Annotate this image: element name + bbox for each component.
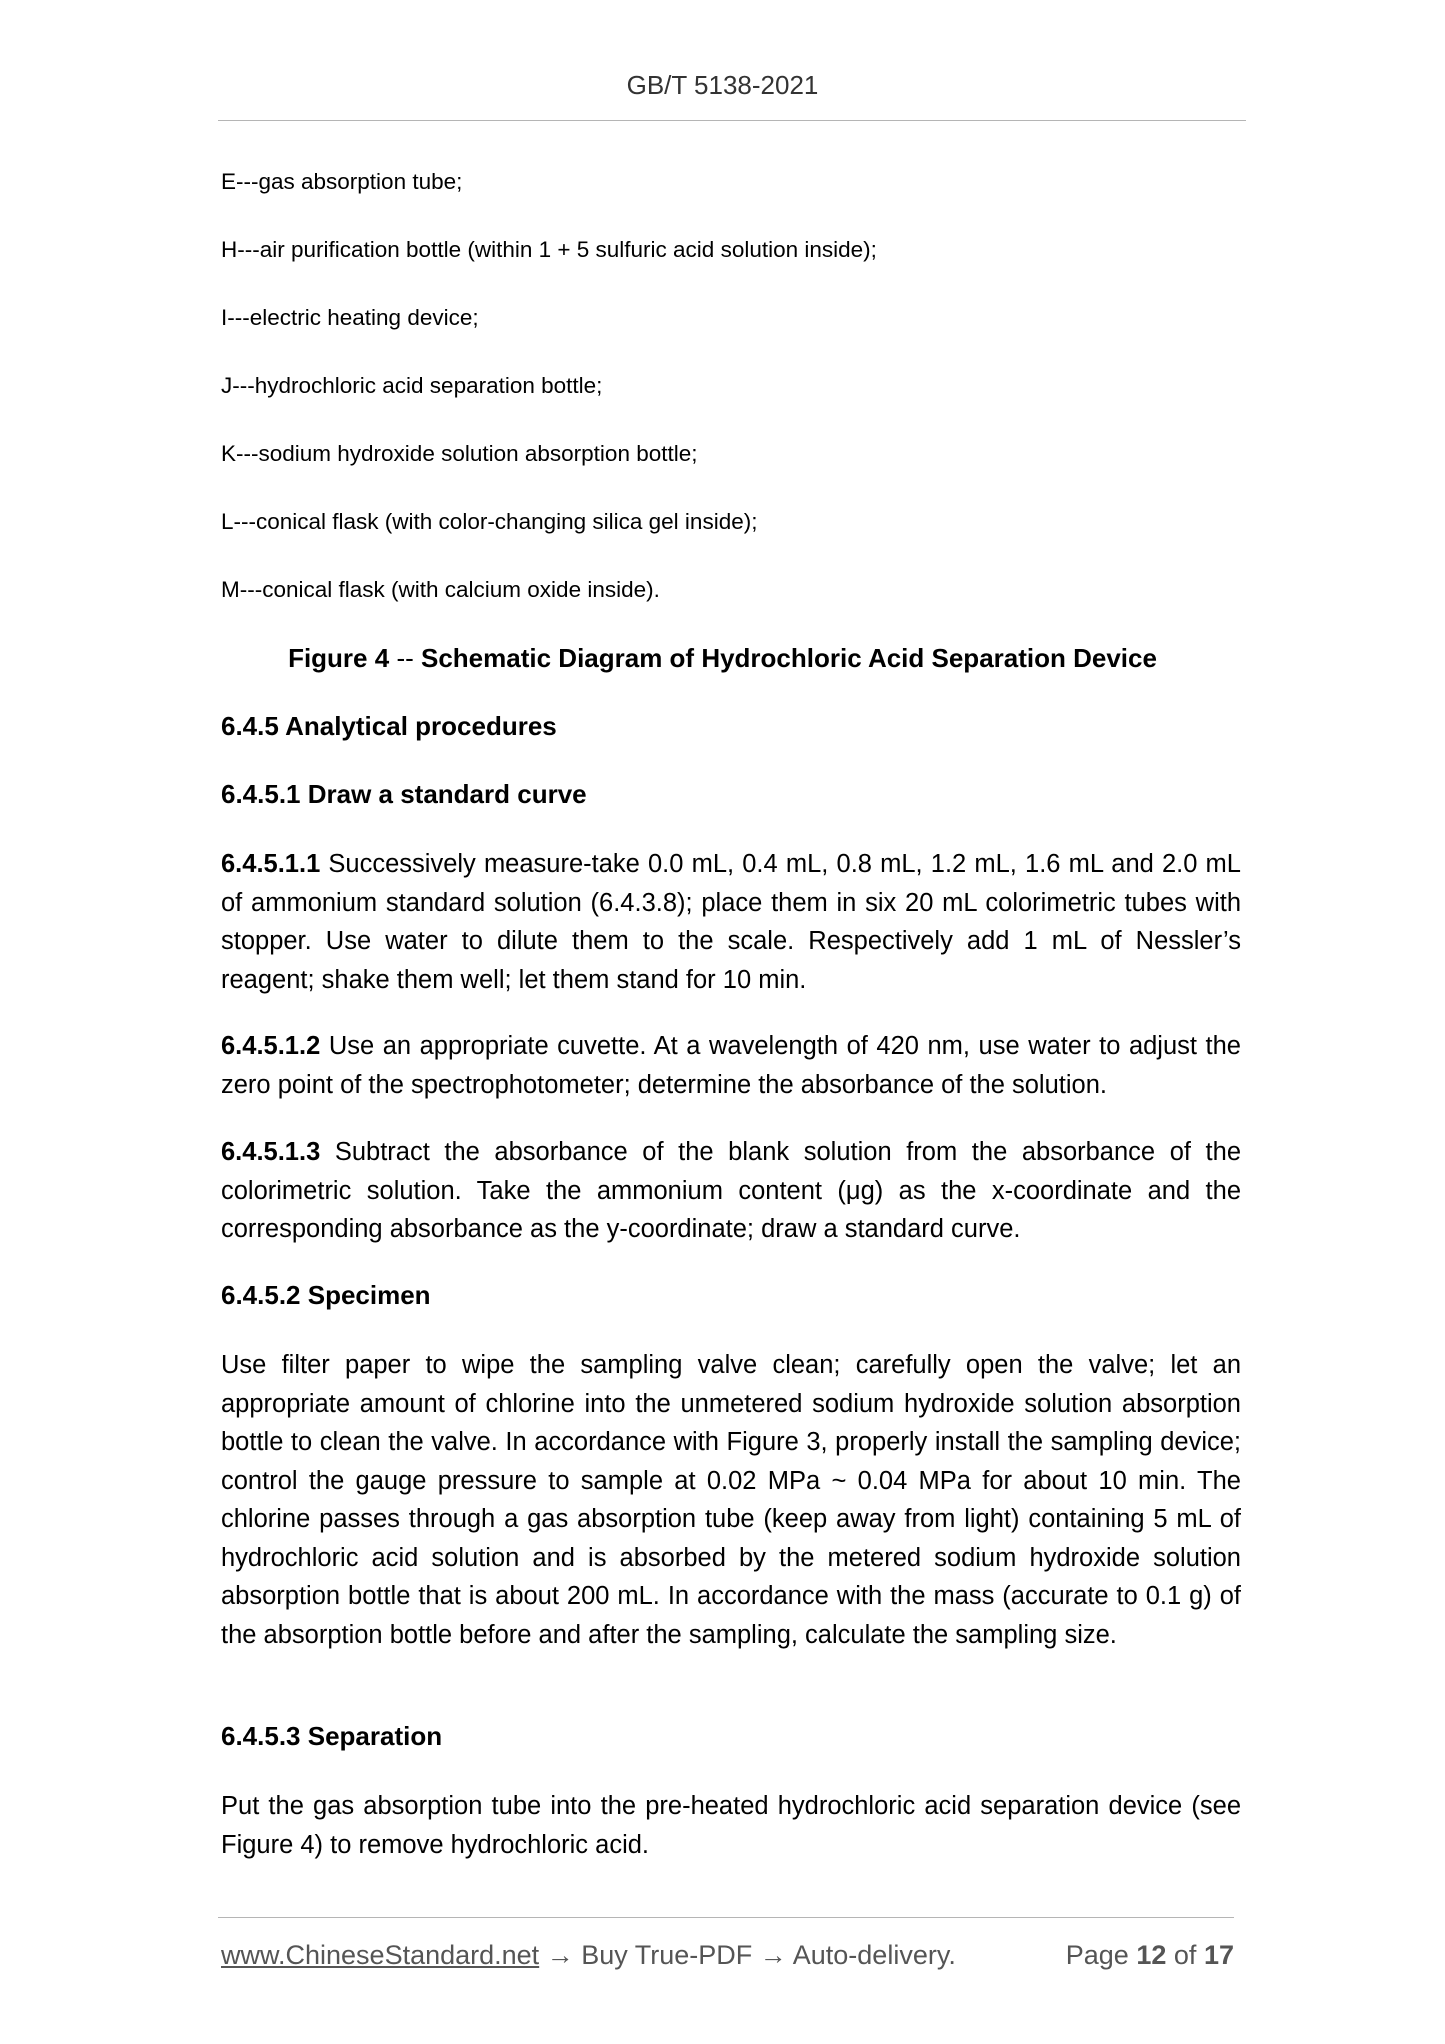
figure-label: Figure 4 (288, 643, 390, 673)
clause-text: Use an appropriate cuvette. At a wavelength of 420 nm, use water to adjust the zero point of the spectrophotometer; determine the absorbance of the solution. (221, 1032, 1241, 1099)
figure-caption (0, 642, 1445, 674)
clause-number: 6.4.5.1.3 (221, 1138, 321, 1166)
clause-text: Subtract the absorbance of the blank solution from the absorbance of the colorimetric solution. Take the ammonium content (μg) as the x-coordinate and the corresponding absorbance as the y-coordinate; draw a standard curve. (221, 1138, 1241, 1243)
legend-item-j: J---hydrochloric acid separation bottle; (221, 373, 603, 398)
promo-text: → Buy True-PDF → Auto-delivery. (546, 1940, 956, 1970)
paragraph-separation: Put the gas absorption tube into the pre-heated hydrochloric acid separation device (see Figure 4) to remove hydrochloric acid. (221, 1792, 1241, 1859)
page-number: 12 (1136, 1940, 1167, 1970)
page-word: Page (1065, 1940, 1129, 1970)
paragraph-specimen: Use filter paper to wipe the sampling valve clean; carefully open the valve; let an appropriate amount of chlorine into the unmetered sodium hydroxide solution absorption bottle to clean the valve. In accordance with Figure 3, properly install the sampling device; control the gauge pressure to sample at 0.02 MPa ~ 0.04 MPa for about 10 min. The chlorine passes through a gas absorption tube (keep away from light) containing 5 mL of hydrochloric acid solution and is absorbed by the metered sodium hydroxide solution absorption bottle that is about 200 mL. In accordance with the mass (accurate to 0.1 g) of the absorption bottle before and after the sampling, calculate the sampling size. (221, 1351, 1241, 1649)
paragraph-6-4-5-1-3 (221, 1133, 1241, 1249)
clause-number: 6.4.5.1.2 (221, 1032, 321, 1060)
figure-title: Schematic Diagram of Hydrochloric Acid Separation Device (421, 643, 1157, 673)
page-total: 17 (1203, 1940, 1234, 1970)
footer-rule (218, 1917, 1234, 1918)
legend-item-h: H---air purification bottle (within 1 + 5 sulfuric acid solution inside); (221, 237, 877, 262)
section-heading-6-4-5-1: 6.4.5.1 Draw a standard curve (221, 779, 587, 809)
legend-item-i: I---electric heating device; (221, 305, 479, 330)
section-heading-6-4-5: 6.4.5 Analytical procedures (221, 711, 557, 741)
legend-item-m: M---conical flask (with calcium oxide inside). (221, 577, 660, 602)
page-footer (221, 1935, 1234, 1975)
clause-number: 6.4.5.1.1 (221, 850, 321, 878)
legend-item-k: K---sodium hydroxide solution absorption bottle; (221, 441, 698, 466)
of-word: of (1173, 1940, 1197, 1970)
legend-item-e: E---gas absorption tube; (221, 169, 463, 194)
section-heading-6-4-5-3: 6.4.5.3 Separation (221, 1721, 443, 1751)
paragraph-6-4-5-1-1 (221, 845, 1241, 999)
site-link[interactable]: www.ChineseStandard.net (221, 1940, 540, 1970)
header-rule (218, 120, 1246, 121)
figure-separator: -- (396, 643, 414, 673)
page-indicator (1066, 1935, 1234, 1975)
clause-text: Successively measure-take 0.0 mL, 0.4 mL, 0.8 mL, 1.2 mL, 1.6 mL and 2.0 mL of ammonium standard solution (6.4.3.8); place them in six 20 mL colorimetric tubes with stopper. Use water to dilute them to the scale. Respectively add 1 mL of Nessler’s reagent; shake them well; let them stand for 10 min. (221, 850, 1241, 994)
paragraph-6-4-5-1-2 (221, 1027, 1241, 1104)
section-heading-6-4-5-2: 6.4.5.2 Specimen (221, 1280, 431, 1310)
legend-item-l: L---conical flask (with color-changing silica gel inside); (221, 509, 758, 534)
page-header-doc-id: GB/T 5138-2021 (626, 70, 819, 100)
